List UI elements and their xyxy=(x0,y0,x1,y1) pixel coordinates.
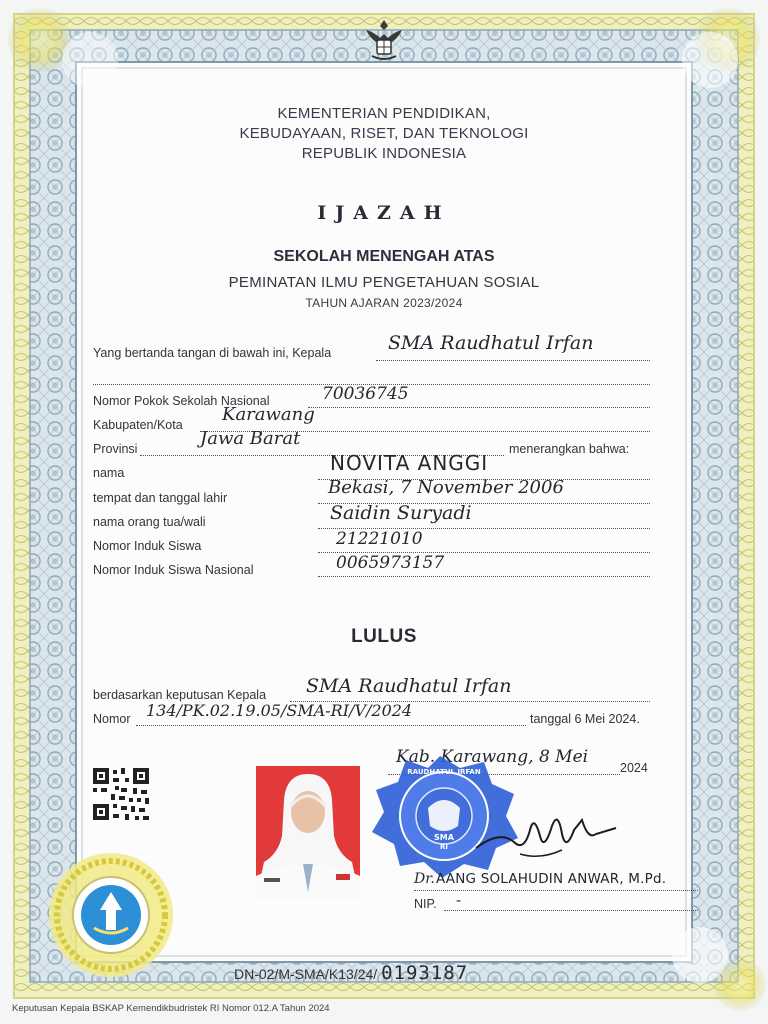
serial-number: 0193187 xyxy=(381,962,469,984)
signing-place-date: Kab. Karawang, 8 Mei xyxy=(396,747,589,767)
npsn-value: 70036745 xyxy=(322,384,409,404)
dotted-line xyxy=(308,407,650,408)
berdasarkan-value: SMA Raudhatul Irfan xyxy=(306,675,512,697)
npsn-label: Nomor Pokok Sekolah Nasional xyxy=(93,394,270,408)
nip-value: - xyxy=(456,893,462,909)
footer-decree: Keputusan Kepala BSKAP Kemendikbudristek RI Nomor 012.A Tahun 2024 xyxy=(12,1003,330,1014)
nisn-label: Nomor Induk Siswa Nasional xyxy=(93,563,254,577)
ortu-value: Saidin Suryadi xyxy=(330,502,472,524)
nis-label: Nomor Induk Siswa xyxy=(93,539,202,553)
tut-wuri-handayani-seal-icon xyxy=(46,850,176,980)
ministry-line-2: KEBUDAYAAN, RISET, DAN TEKNOLOGI xyxy=(239,125,529,142)
nip-label: NIP. xyxy=(414,897,437,911)
ministry-heading xyxy=(0,104,768,164)
tanggal-keputusan: tanggal 6 Mei 2024. xyxy=(530,712,640,726)
berdasarkan-label: berdasarkan keputusan Kepala xyxy=(93,688,267,702)
tahun-ajaran: TAHUN AJARAN 2023/2024 xyxy=(305,296,463,310)
signing-year: 2024 xyxy=(620,761,648,775)
stamp-top-text: RAUDHATUL IRFAN xyxy=(407,768,481,776)
nomor-label: Nomor xyxy=(93,712,131,726)
kepala-label: Yang bertanda tangan di bawah ini, Kepala xyxy=(93,346,332,360)
kabupaten-label: Kabupaten/Kota xyxy=(93,418,183,432)
garuda-emblem-icon xyxy=(360,16,408,64)
serial-prefix: DN-02/M-SMA/K13/24/ xyxy=(234,966,378,982)
ministry-line-3: REPUBLIK INDONESIA xyxy=(301,145,467,162)
nomor-value: 134/PK.02.19.05/SMA-RI/V/2024 xyxy=(146,701,413,720)
ortu-label: nama orang tua/wali xyxy=(93,515,206,529)
ministry-line-1: KEMENTERIAN PENDIDIKAN, xyxy=(277,105,491,122)
provinsi-label: Provinsi xyxy=(93,442,138,456)
ttl-label: tempat dan tanggal lahir xyxy=(93,491,228,505)
dotted-line xyxy=(444,910,698,911)
document-title: IJAZAH xyxy=(317,202,451,224)
nis-value: 21221010 xyxy=(336,529,423,549)
peminatan: PEMINATAN ILMU PENGETAHUAN SOSIAL xyxy=(228,274,540,291)
qr-code-icon xyxy=(93,768,149,820)
signer-prefix: Dr. xyxy=(414,871,435,887)
dotted-line xyxy=(376,360,650,361)
stamp-center-text: SMA xyxy=(434,833,454,842)
dotted-line xyxy=(136,725,526,726)
signer-underline xyxy=(414,890,698,891)
handwritten-signature xyxy=(470,790,620,870)
kabupaten-value: Karawang xyxy=(222,404,315,425)
graduation-status: LULUS xyxy=(351,626,417,647)
signer-name: AANG SOLAHUDIN ANWAR, M.Pd. xyxy=(436,871,667,887)
stamp-center-sub: RI xyxy=(440,843,448,851)
nisn-value: 0065973157 xyxy=(336,553,445,573)
provinsi-value: Jawa Barat xyxy=(200,428,301,449)
ttl-value: Bekasi, 7 November 2006 xyxy=(328,477,564,498)
nama-label: nama xyxy=(93,466,125,480)
kepala-value: SMA Raudhatul Irfan xyxy=(388,332,594,354)
dotted-line xyxy=(318,576,650,577)
nama-value: NOVITA ANGGI xyxy=(330,451,489,475)
menerangkan-label: menerangkan bahwa: xyxy=(509,442,630,456)
school-level: SEKOLAH MENENGAH ATAS xyxy=(273,248,495,265)
serial-number-box xyxy=(234,962,468,984)
student-photo xyxy=(256,766,360,900)
